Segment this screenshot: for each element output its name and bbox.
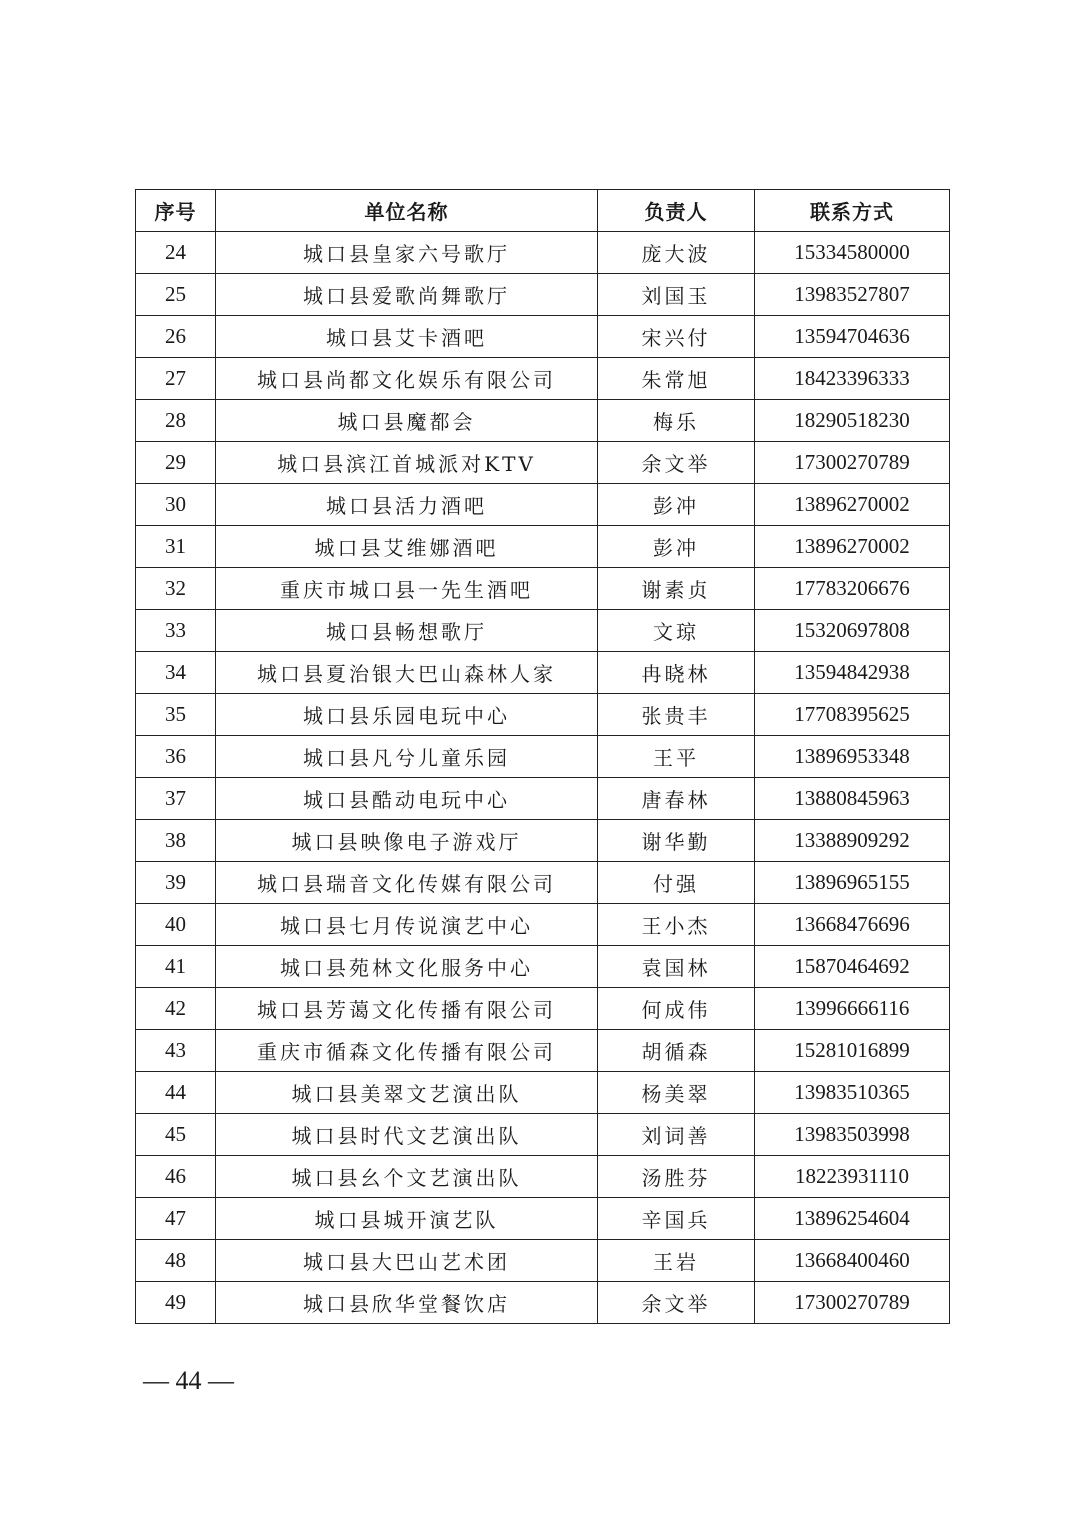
cell-person-in-charge: 王岩 — [598, 1240, 755, 1282]
cell-serial-number: 39 — [136, 862, 216, 904]
cell-serial-number: 41 — [136, 946, 216, 988]
cell-contact-phone: 13896270002 — [755, 526, 950, 568]
cell-serial-number: 40 — [136, 904, 216, 946]
cell-unit-name: 城口县欣华堂餐饮店 — [216, 1282, 598, 1324]
cell-serial-number: 27 — [136, 358, 216, 400]
table-row — [136, 778, 950, 820]
cell-person-in-charge: 谢素贞 — [598, 568, 755, 610]
table-row — [136, 274, 950, 316]
cell-person-in-charge: 文琼 — [598, 610, 755, 652]
cell-serial-number: 47 — [136, 1198, 216, 1240]
table-row — [136, 1114, 950, 1156]
cell-person-in-charge: 王小杰 — [598, 904, 755, 946]
cell-contact-phone: 13594704636 — [755, 316, 950, 358]
cell-contact-phone: 13594842938 — [755, 652, 950, 694]
cell-person-in-charge: 刘国玉 — [598, 274, 755, 316]
cell-unit-name: 城口县苑林文化服务中心 — [216, 946, 598, 988]
cell-unit-name: 城口县滨江首城派对KTV — [216, 442, 598, 484]
table-row — [136, 988, 950, 1030]
cell-contact-phone: 13388909292 — [755, 820, 950, 862]
cell-contact-phone: 15334580000 — [755, 232, 950, 274]
cell-person-in-charge: 何成伟 — [598, 988, 755, 1030]
table-row — [136, 568, 950, 610]
header-unit-name: 单位名称 — [216, 190, 598, 232]
cell-serial-number: 36 — [136, 736, 216, 778]
cell-serial-number: 44 — [136, 1072, 216, 1114]
table-row — [136, 1156, 950, 1198]
cell-serial-number: 35 — [136, 694, 216, 736]
table-row — [136, 400, 950, 442]
cell-unit-name: 城口县凡兮儿童乐园 — [216, 736, 598, 778]
cell-person-in-charge: 张贵丰 — [598, 694, 755, 736]
cell-contact-phone: 18223931110 — [755, 1156, 950, 1198]
cell-contact-phone: 13983510365 — [755, 1072, 950, 1114]
cell-contact-phone: 17300270789 — [755, 442, 950, 484]
cell-person-in-charge: 庞大波 — [598, 232, 755, 274]
cell-person-in-charge: 冉晓林 — [598, 652, 755, 694]
cell-person-in-charge: 宋兴付 — [598, 316, 755, 358]
cell-serial-number: 49 — [136, 1282, 216, 1324]
cell-unit-name: 城口县活力酒吧 — [216, 484, 598, 526]
cell-unit-name: 城口县皇家六号歌厅 — [216, 232, 598, 274]
cell-contact-phone: 13896965155 — [755, 862, 950, 904]
table-row — [136, 946, 950, 988]
cell-contact-phone: 18423396333 — [755, 358, 950, 400]
cell-serial-number: 38 — [136, 820, 216, 862]
cell-serial-number: 42 — [136, 988, 216, 1030]
cell-contact-phone: 13668400460 — [755, 1240, 950, 1282]
cell-contact-phone: 13668476696 — [755, 904, 950, 946]
cell-person-in-charge: 付强 — [598, 862, 755, 904]
cell-person-in-charge: 汤胜芬 — [598, 1156, 755, 1198]
table-row — [136, 232, 950, 274]
cell-unit-name: 城口县时代文艺演出队 — [216, 1114, 598, 1156]
table-header-row — [136, 190, 950, 232]
cell-serial-number: 31 — [136, 526, 216, 568]
cell-unit-name: 城口县映像电子游戏厅 — [216, 820, 598, 862]
cell-unit-name: 城口县芳蔼文化传播有限公司 — [216, 988, 598, 1030]
cell-unit-name: 城口县爱歌尚舞歌厅 — [216, 274, 598, 316]
cell-person-in-charge: 彭冲 — [598, 484, 755, 526]
cell-person-in-charge: 余文举 — [598, 442, 755, 484]
cell-contact-phone: 15320697808 — [755, 610, 950, 652]
cell-serial-number: 26 — [136, 316, 216, 358]
cell-person-in-charge: 彭冲 — [598, 526, 755, 568]
cell-contact-phone: 15281016899 — [755, 1030, 950, 1072]
cell-serial-number: 30 — [136, 484, 216, 526]
cell-contact-phone: 17708395625 — [755, 694, 950, 736]
cell-person-in-charge: 胡循森 — [598, 1030, 755, 1072]
cell-contact-phone: 13880845963 — [755, 778, 950, 820]
cell-unit-name: 城口县魔都会 — [216, 400, 598, 442]
header-serial-number: 序号 — [136, 190, 216, 232]
table-row — [136, 484, 950, 526]
cell-contact-phone: 13996666116 — [755, 988, 950, 1030]
venue-contact-table — [135, 189, 950, 1324]
cell-unit-name: 城口县酷动电玩中心 — [216, 778, 598, 820]
cell-serial-number: 34 — [136, 652, 216, 694]
cell-unit-name: 城口县瑞音文化传媒有限公司 — [216, 862, 598, 904]
table-body — [136, 232, 950, 1324]
cell-contact-phone: 17300270789 — [755, 1282, 950, 1324]
cell-person-in-charge: 梅乐 — [598, 400, 755, 442]
cell-unit-name: 城口县艾卡酒吧 — [216, 316, 598, 358]
table-row — [136, 694, 950, 736]
cell-serial-number: 33 — [136, 610, 216, 652]
table-row — [136, 1030, 950, 1072]
cell-contact-phone: 13896254604 — [755, 1198, 950, 1240]
cell-contact-phone: 18290518230 — [755, 400, 950, 442]
cell-unit-name: 城口县大巴山艺术团 — [216, 1240, 598, 1282]
cell-unit-name: 城口县城开演艺队 — [216, 1198, 598, 1240]
cell-person-in-charge: 袁国林 — [598, 946, 755, 988]
cell-unit-name: 城口县畅想歌厅 — [216, 610, 598, 652]
cell-contact-phone: 13983527807 — [755, 274, 950, 316]
cell-unit-name: 城口县幺个文艺演出队 — [216, 1156, 598, 1198]
table-row — [136, 526, 950, 568]
page-number: — 44 — — [143, 1366, 234, 1395]
cell-serial-number: 48 — [136, 1240, 216, 1282]
table-row — [136, 820, 950, 862]
cell-contact-phone: 13983503998 — [755, 1114, 950, 1156]
cell-serial-number: 37 — [136, 778, 216, 820]
table-row — [136, 904, 950, 946]
cell-serial-number: 32 — [136, 568, 216, 610]
cell-unit-name: 城口县乐园电玩中心 — [216, 694, 598, 736]
cell-person-in-charge: 余文举 — [598, 1282, 755, 1324]
cell-unit-name: 城口县艾维娜酒吧 — [216, 526, 598, 568]
table-row — [136, 1282, 950, 1324]
cell-serial-number: 46 — [136, 1156, 216, 1198]
cell-serial-number: 25 — [136, 274, 216, 316]
cell-contact-phone: 17783206676 — [755, 568, 950, 610]
cell-unit-name: 城口县尚都文化娱乐有限公司 — [216, 358, 598, 400]
cell-serial-number: 45 — [136, 1114, 216, 1156]
cell-unit-name: 城口县夏治银大巴山森林人家 — [216, 652, 598, 694]
cell-serial-number: 43 — [136, 1030, 216, 1072]
cell-contact-phone: 15870464692 — [755, 946, 950, 988]
table-row — [136, 610, 950, 652]
cell-person-in-charge: 王平 — [598, 736, 755, 778]
cell-contact-phone: 13896953348 — [755, 736, 950, 778]
cell-serial-number: 29 — [136, 442, 216, 484]
cell-person-in-charge: 谢华勤 — [598, 820, 755, 862]
table-row — [136, 358, 950, 400]
table-row — [136, 316, 950, 358]
table-row — [136, 652, 950, 694]
cell-person-in-charge: 唐春林 — [598, 778, 755, 820]
cell-serial-number: 24 — [136, 232, 216, 274]
table-row — [136, 862, 950, 904]
cell-person-in-charge: 刘词善 — [598, 1114, 755, 1156]
cell-unit-name: 城口县美翠文艺演出队 — [216, 1072, 598, 1114]
cell-person-in-charge: 朱常旭 — [598, 358, 755, 400]
table-row — [136, 1072, 950, 1114]
table-row — [136, 1198, 950, 1240]
cell-person-in-charge: 辛国兵 — [598, 1198, 755, 1240]
cell-unit-name: 城口县七月传说演艺中心 — [216, 904, 598, 946]
cell-person-in-charge: 杨美翠 — [598, 1072, 755, 1114]
cell-unit-name: 重庆市城口县一先生酒吧 — [216, 568, 598, 610]
table-row — [136, 736, 950, 778]
header-person-in-charge: 负责人 — [598, 190, 755, 232]
table-row — [136, 1240, 950, 1282]
header-contact: 联系方式 — [755, 190, 950, 232]
cell-serial-number: 28 — [136, 400, 216, 442]
cell-unit-name: 重庆市循森文化传播有限公司 — [216, 1030, 598, 1072]
cell-contact-phone: 13896270002 — [755, 484, 950, 526]
table-row — [136, 442, 950, 484]
